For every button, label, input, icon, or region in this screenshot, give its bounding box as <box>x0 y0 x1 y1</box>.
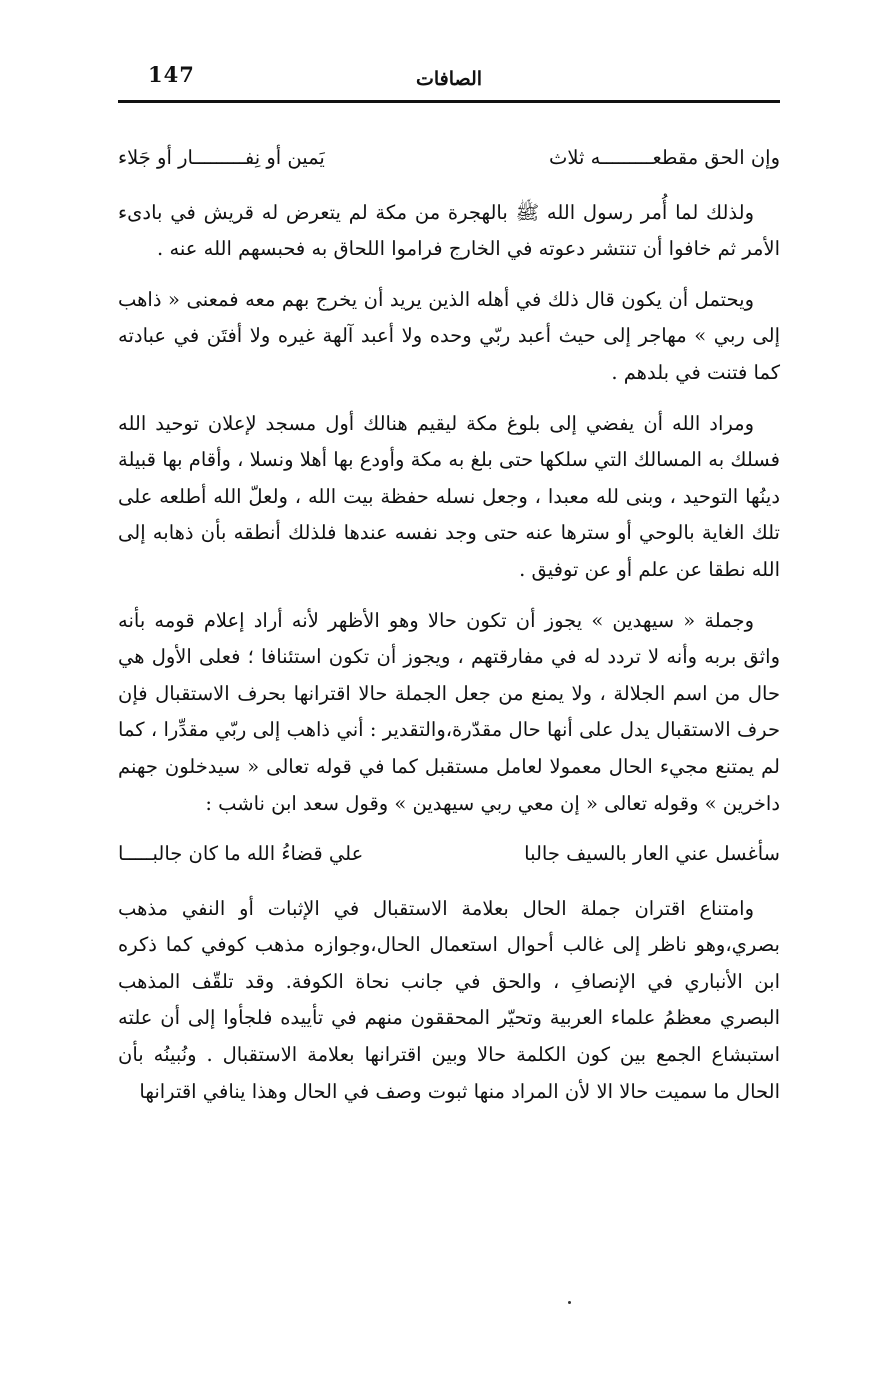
paragraph-5: وامتناع اقتران جملة الحال بعلامة الاستقبال في الإثبات أو النفي مذهب بصري،وهو ناظر إلى غالب أحوال استعمال الحال،وجوازه مذهب كوفي كما ذكره ابن الأنباري في الإنصافِ ، والحق في جانب نحاة الكوفة. وقد تلقّف المذهب البصري معظمُ علماء العربية وتحيّر المحققون منهم في تأييده فلجأوا إلى أن علته استبشاع الجمع بين كون الكلمة حالا وبين اقترانها بعلامة الاستقبال . ونُبينُه بأن الحال ما سميت حالا الا لأن المراد منها ثبوت وصف في الحال وهذا ينافي اقترانها <box>118 896 780 1103</box>
verse-1-second-hemistich: يَمين أو نِفـــــــــار أو جَلاء <box>118 146 325 169</box>
ink-speck <box>568 1301 571 1304</box>
verse-line-2 <box>118 836 780 873</box>
header-rule <box>118 100 780 103</box>
verse-line-1 <box>118 140 780 177</box>
page-body <box>118 140 780 1110</box>
running-title: الصافات <box>415 68 483 90</box>
verse-2-first-hemistich: سأغسل عني العار بالسيف جالبا <box>524 842 780 866</box>
paragraph-2: ويحتمل أن يكون قال ذلك في أهله الذين يريد أن يخرج بهم معه فمعنى « ذاهب إلى ربي » مهاجر إلى حيث أعبد ربّي وحده ولا أعبد آلهة غيره ولا أفتَن في عبادته كما فتنت في بلدهم . <box>118 287 780 384</box>
verse-1-first-hemistich: وإن الحق مقطعـــــــــه ثلاث <box>549 146 780 169</box>
paragraph-1: ولذلك لما أُمر رسول الله ﷺ بالهجرة من مكة لم يتعرض له قريش في بادىء الأمر ثم خافوا أن تنتشر دعوته في الخارج فراموا اللحاق به فحبسهم الله عنه . <box>118 200 780 261</box>
paragraph-4: وجملة « سيهدين » يجوز أن تكون حالا وهو الأظهر لأنه أراد إعلام قومه بأنه واثق بربه وأنه لا تردد له في مفارقتهم ، ويجوز أن تكون استئنافا ؛ فعلى الأول هي حال من اسم الجلالة ، ولا يمنع من جعل الجملة حالا اقترانها بحرف الاستقبال فإن حرف الاستقبال يدل على أنها حال مقدّرة،والتقدير : أني ذاهب إلى ربّي مقدِّرا ، كما لم يمتنع مجيء الحال معمولا لعامل مستقبل كما في قوله تعالى « سيدخلون جهنم داخرين » وقوله تعالى « إن معي ربي سيهدين » وقول سعد ابن ناشب : <box>118 608 780 815</box>
paragraph-3: ومراد الله أن يفضي إلى بلوغ مكة ليقيم هنالك أول مسجد لإعلان توحيد الله فسلك به المسالك التي سلكها حتى بلغ به مكة وأودع بها أهلا ونسلا ، وأقام بها قبيلة دينُها التوحيد ، وبنى لله معبدا ، وجعل نسله حفظة بيت الله ، ولعلّ الله أطلعه على تلك الغاية بالوحي أو سترها عنه حتى وجد نفسه عندها فلذلك أنطقه بأن ذهابه إلى الله نطقا عن علم أو عن توفيق . <box>118 411 780 581</box>
page-header <box>118 58 780 104</box>
page-number: 147 <box>148 62 195 87</box>
verse-2-second-hemistich: علي قضاءُ الله ما كان جالبـــــا <box>118 842 364 866</box>
